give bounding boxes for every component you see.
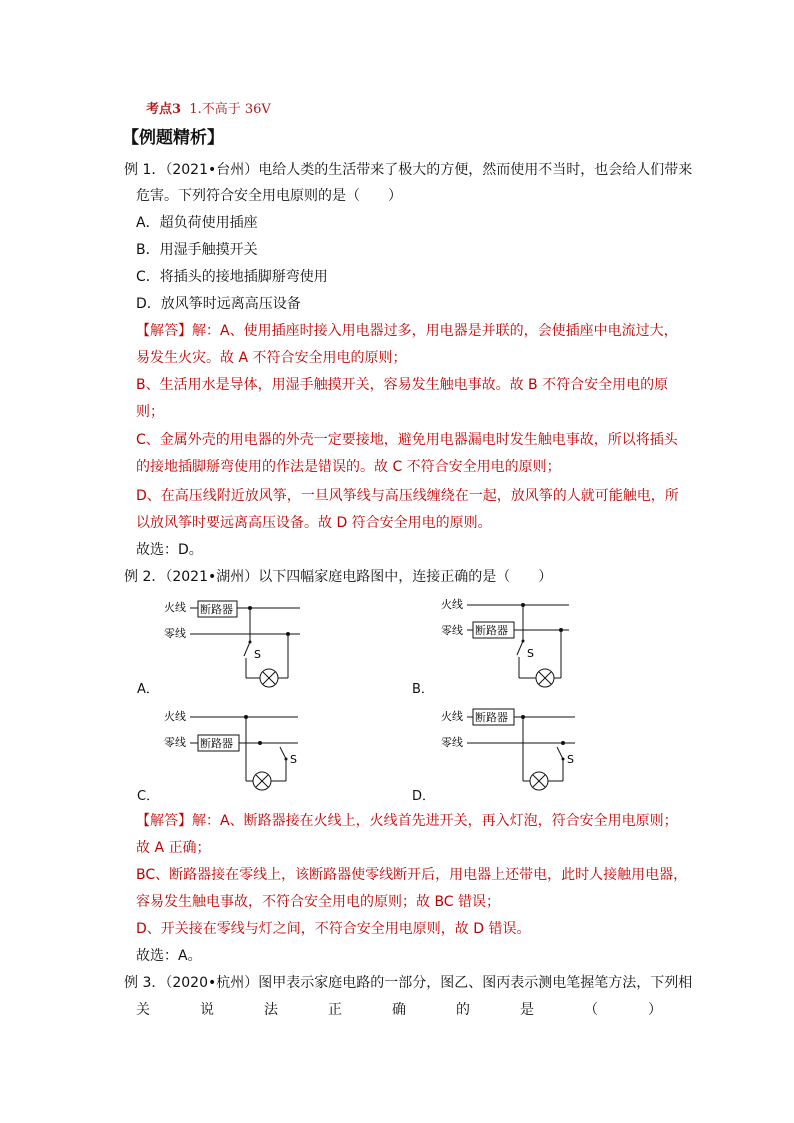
circuit-b-fire-label: 火线 [441,598,463,611]
ex3-char: 说 [200,1002,214,1018]
ex3-char: （ [584,1002,598,1018]
circuit-c [160,705,310,797]
circuit-d-fire-label: 火线 [441,710,463,723]
circuit-a-switch-label: S [254,648,261,661]
section-title: 【例题精析】 [122,128,224,148]
circuit-b-switch-label: S [527,647,534,660]
ex3-stem-line1: 例 3．（2020•杭州）图甲表示家庭电路的一部分，图乙、图丙表示测电笔握笔方法，下列相 [124,975,693,991]
ex1-option-c: C．将插头的接地插脚掰弯使用 [136,269,328,285]
circuit-c-fire-label: 火线 [164,710,186,723]
ex1-option-b: B．用湿手触摸开关 [136,242,258,258]
ex1-stem-line1: 例 1．（2021•台州）电给人类的生活带来了极大的方便，然而使用不当时，也会给人们带来 [124,162,693,178]
circuit-d-breaker-label: 断路器 [475,711,508,724]
ex2-answer-line5: D、开关接在零线与灯之间，不符合安全用电原则，故 D 错误。 [136,921,531,937]
ex1-answer-text: 解：A、使用插座时接入用电器过多，用电器是并联的，会使插座中电流过大， [192,323,678,339]
circuit-c-neutral-label: 零线 [164,736,186,749]
kaodian-label: 考点3 [146,102,182,117]
circuit-a [160,596,310,692]
ex3-char: 正 [328,1002,342,1018]
circuit-b-neutral-label: 零线 [441,624,463,637]
circuit-a-breaker-label: 断路器 [200,603,233,616]
circuit-a-label: A． [137,682,159,697]
ex1-answer-line3: B、生活用水是导体，用湿手触摸开关，容易发生触电事故。故 B 不符合安全用电的原 [136,377,669,393]
circuit-a-neutral-label: 零线 [164,627,186,640]
circuit-d-label: D． [412,789,436,804]
ex1-option-a: A．超负荷使用插座 [136,215,258,231]
circuit-b-switch [517,641,523,655]
circuit-d-switch-label: S [567,753,574,766]
ex1-option-d: D．放风筝时远离高压设备 [136,296,301,312]
ex3-char: 的 [456,1002,470,1018]
ex2-answer-tag: 【解答】 [136,813,192,829]
ex1-answer-tag: 【解答】 [136,323,192,339]
circuit-c-breaker-label: 断路器 [200,737,233,750]
ex2-answer-line4: 容易发生触电事故，不符合安全用电的原则；故 BC 错误； [136,894,501,910]
circuit-c-switch [280,747,286,759]
ex3-char: 是 [520,1002,534,1018]
circuit-b [437,593,587,691]
ex1-answer-line6: 的接地插脚掰弯使用的作法是错误的。故 C 不符合安全用电的原则； [136,459,561,475]
circuit-a-fire-label: 火线 [164,601,186,614]
ex1-answer-line8: 以放风筝时要远离高压设备。故 D 符合安全用电的原则。 [136,515,492,531]
circuit-c-switch-label: S [290,753,297,766]
ex3-char: 关 [136,1002,150,1018]
ex1-stem-line2: 危害。下列符合安全用电原则的是（ ） [136,188,402,204]
circuit-c-label: C． [137,789,160,804]
circuit-d-switch [557,747,563,759]
ex3-char: 确 [392,1002,406,1018]
ex2-conclusion: 故选：A。 [136,948,202,964]
ex2-answer-text: 解：A、断路器接在火线上，火线首先进开关，再入灯泡，符合安全用电原则； [192,813,678,829]
ex1-conclusion: 故选：D。 [136,542,203,558]
ex2-answer-line1 [136,811,678,831]
kaodian-text: 1.不高于 36V [189,102,271,117]
ex1-answer-line5: C、金属外壳的用电器的外壳一定要接地，避免用电器漏电时发生触电事故，所以将插头 [136,432,678,448]
ex2-stem: 例 2．（2021•湖州）以下四幅家庭电路图中，连接正确的是（ ） [124,569,553,585]
circuit-b-breaker-label: 断路器 [475,624,508,637]
circuit-a-switch [244,642,250,656]
ex3-char: 法 [264,1002,278,1018]
circuit-d-neutral-label: 零线 [441,736,463,749]
circuit-d [437,705,587,797]
ex1-answer-line2: 易发生火灾。故 A 不符合安全用电的原则； [136,350,407,366]
ex1-answer-line4: 则； [136,404,164,420]
ex2-answer-line3: BC、断路器接在零线上，该断路器使零线断开后，用电器上还带电，此时人接触用电器， [136,867,688,883]
ex1-answer-line1 [136,321,678,341]
ex1-answer-line7: D、在高压线附近放风筝，一旦风筝线与高压线缠绕在一起，放风筝的人就可能触电，所 [136,488,679,504]
ex3-stem-line2 [136,1000,662,1020]
ex2-answer-line2: 故 A 正确； [136,840,211,856]
circuit-b-label: B． [412,682,434,697]
ex3-char: ） [648,1002,662,1018]
kaodian-line [146,98,271,117]
